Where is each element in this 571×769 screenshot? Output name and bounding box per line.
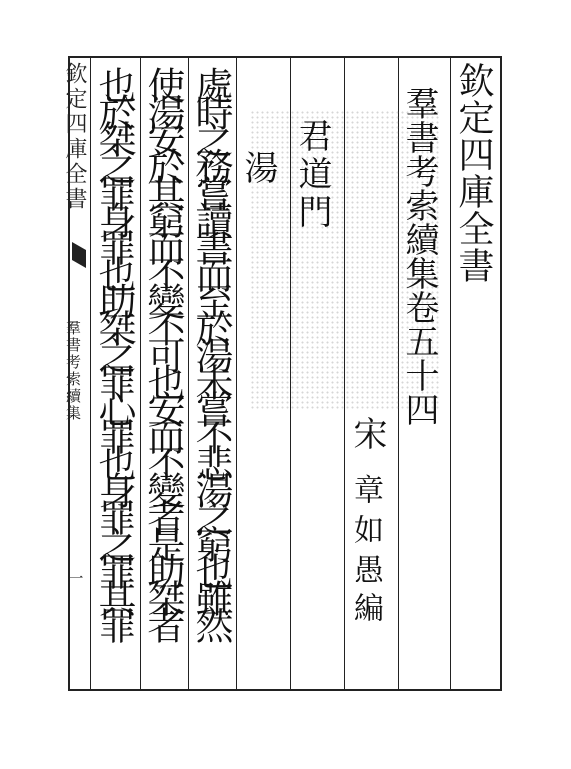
column-rule xyxy=(450,56,451,691)
body-column-2: 使湯安於其窮而不變不可也安而不變者是助桀者 xyxy=(141,66,185,633)
author-name: 章如愚 xyxy=(348,474,383,594)
spine-rule-inner xyxy=(90,56,91,691)
author-role: 編 xyxy=(348,592,383,622)
body-column-3: 也於桀之罪身罪也助桀之罪心罪也身罪之罪其罪 xyxy=(92,66,136,633)
volume-title: 羣書考索續集卷五十四 xyxy=(399,86,439,426)
section-subheading: 湯 xyxy=(238,150,278,184)
body-column-1: 處時之務嘗讀書而至於湯未嘗不悲湯之窮也雖然 xyxy=(189,66,233,633)
author-dynasty: 宋 xyxy=(347,416,387,450)
frame-top-rule xyxy=(70,56,500,58)
column-rule xyxy=(236,56,237,691)
frame-right-rule xyxy=(500,56,502,691)
edge-book-short-title: 羣書考索續集 xyxy=(64,320,82,422)
edge-fishtail-mark xyxy=(72,242,86,268)
section-heading: 君道門 xyxy=(292,118,332,232)
edge-header-title: 欽定四庫全書 xyxy=(62,62,87,212)
frame-bottom-rule xyxy=(70,689,502,691)
edge-folio-number: 一 xyxy=(65,570,84,586)
collection-title: 欽定四庫全書 xyxy=(453,62,494,284)
